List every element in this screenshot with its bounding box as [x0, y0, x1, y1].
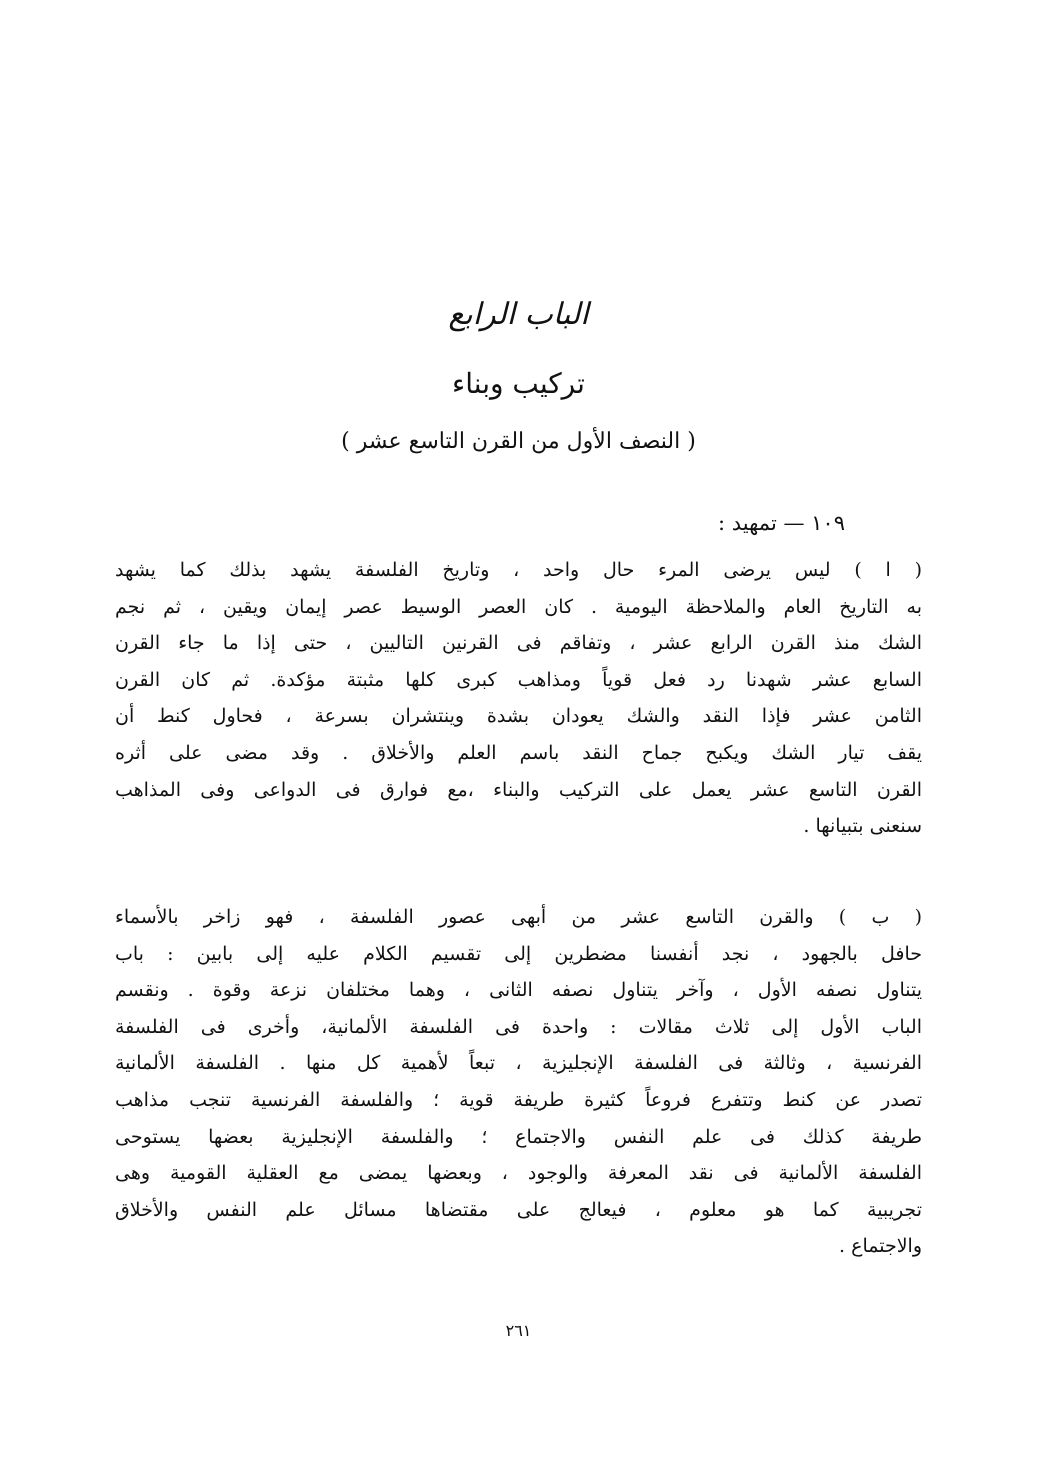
chapter-subtitle: ( النصف الأول من القرن التاسع عشر ) [341, 429, 696, 454]
paragraph-line: السابع عشر شهدنا رد فعل قوياً ومذاهب كبرى كلها مثبتة مؤكدة. ثم كان القرن [115, 668, 922, 691]
paragraph-line: والاجتماع . [839, 1235, 922, 1258]
chapter-title: تركيب وبناء [452, 367, 585, 400]
paragraph-line: سنعنى بتبيانها . [803, 815, 922, 838]
paragraph-line: الباب الأول إلى ثلاث مقالات : واحدة فى الفلسفة الألمانية، وأخرى فى الفلسفة [115, 1015, 922, 1038]
paragraph-line: تصدر عن كنط وتتفرع فروعاً كثيرة طريفة قوية ؛ والفلسفة الفرنسية تنجب مذاهب [115, 1088, 922, 1111]
paragraph-a [115, 552, 922, 845]
paragraph-line: حافل بالجهود ، نجد أنفسنا مضطرين إلى تقسيم الكلام عليه إلى بابين : باب [115, 942, 922, 965]
section-label: الباب الرابع [448, 297, 589, 332]
paragraph-line: ( ا ) ليس يرضى المرء حال واحد ، وتاريخ الفلسفة يشهد بذلك كما يشهد [115, 559, 922, 581]
paragraph-line: الفرنسية ، وثالثة فى الفلسفة الإنجليزية ، تبعاً لأهمية كل منها . الفلسفة الألمانية [115, 1052, 922, 1075]
paragraph-line: تجريبية كما هو معلوم ، فيعالج على مقتضاها مسائل علم النفس والأخلاق [115, 1198, 922, 1221]
page-number: ٢٦١ [505, 1321, 532, 1340]
paragraph-line: يقف تيار الشك ويكبح جماح النقد باسم العلم والأخلاق . وقد مضى على أثره [115, 741, 922, 764]
paragraph-line: يتناول نصفه الأول ، وآخر يتناول نصفه الثانى ، وهما مختلفان نزعة وقوة . ونقسم [115, 979, 922, 1002]
paragraph-line: الثامن عشر فإذا النقد والشك يعودان بشدة وينتشران بسرعة ، فحاول كنط أن [115, 705, 922, 728]
paragraph-b [115, 899, 922, 1265]
paragraph-line: الفلسفة الألمانية فى نقد المعرفة والوجود ، وبعضها يمضى مع العقلية القومية وهى [115, 1162, 922, 1185]
paragraph-line: به التاريخ العام والملاحظة اليومية . كان العصر الوسيط عصر إيمان ويقين ، ثم نجم [115, 595, 922, 618]
section-heading: ١٠٩ — تمهيد : [718, 511, 845, 535]
paragraph-line: طريفة كذلك فى علم النفس والاجتماع ؛ والفلسفة الإنجليزية بعضها يستوحى [115, 1125, 922, 1148]
paragraph-line: ( ب ) والقرن التاسع عشر من أبهى عصور الفلسفة ، فهو زاخر بالأسماء [115, 906, 922, 928]
paragraph-line: القرن التاسع عشر يعمل على التركيب والبناء ،مع فوارق فى الدواعى وفى المذاهب [115, 778, 922, 801]
paragraph-line: الشك منذ القرن الرابع عشر ، وتفاقم فى القرنين التاليين ، حتى إذا ما جاء القرن [115, 632, 922, 655]
